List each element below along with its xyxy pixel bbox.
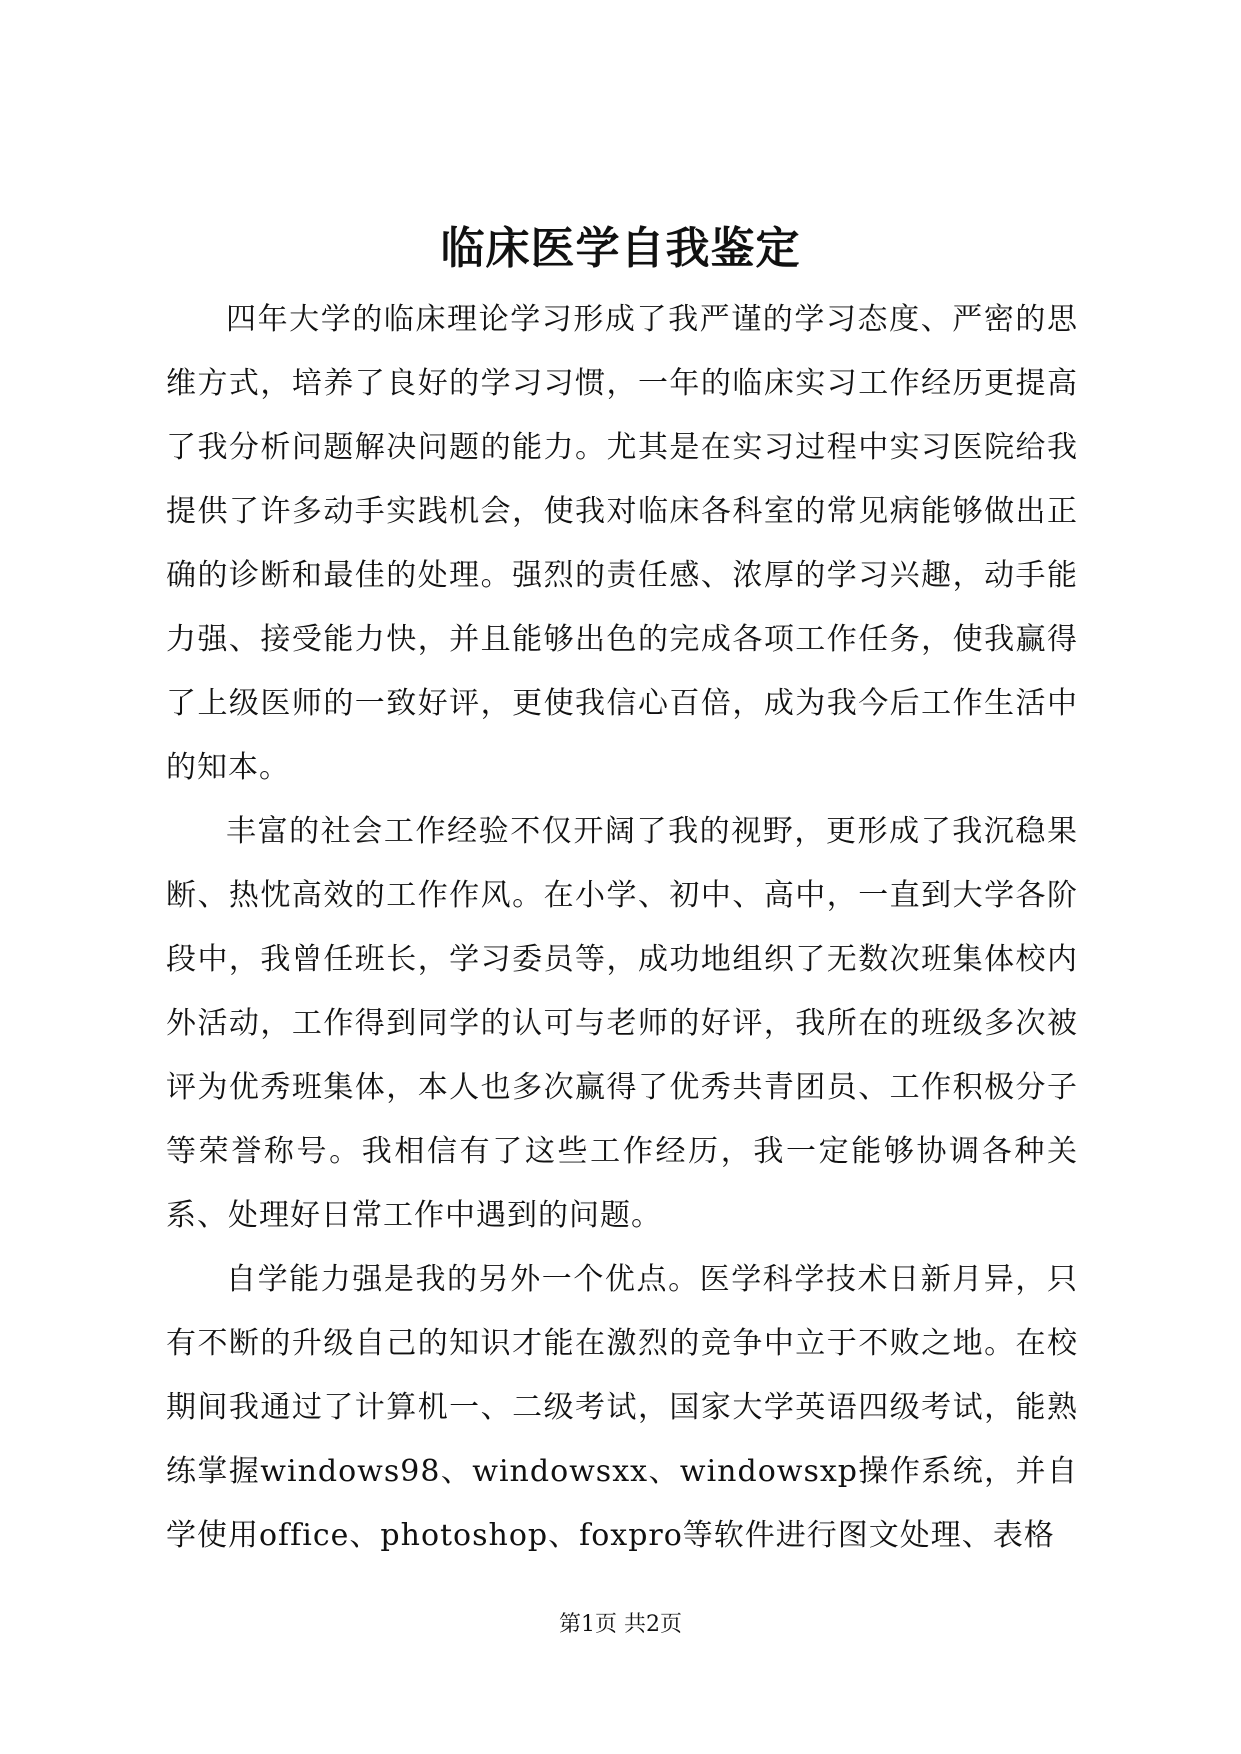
paragraph-1: 四年大学的临床理论学习形成了我严谨的学习态度、严密的思维方式，培养了良好的学习习惯，一年的临床实习工作经历更提高了我分析问题解决问题的能力。尤其是在实习过程中实习医院给我提供了许多动手实践机会，使我对临床各科室的常见病能够做出正确的诊断和最佳的处理。强烈的责任感、浓厚的学习兴趣，动手能力强、接受能力快，并且能够出色的完成各项工作任务，使我赢得了上级医师的一致好评，更使我信心百倍，成为我今后工作生活中的知本。 xyxy=(166,302,1078,785)
paragraph-2: 丰富的社会工作经验不仅开阔了我的视野，更形成了我沉稳果断、热忱高效的工作作风。在小学、初中、高中，一直到大学各阶段中，我曾任班长，学习委员等，成功地组织了无数次班集体校内外活动，工作得到同学的认可与老师的好评，我所在的班级多次被评为优秀班集体，本人也多次赢得了优秀共青团员、工作积极分子等荣誉称号。我相信有了这些工作经历，我一定能够协调各种关系、处理好日常工作中遇到的问题。 xyxy=(166,814,1078,1233)
page-footer: 第1页 共2页 xyxy=(559,1612,682,1637)
page-title: 临床医学自我鉴定 xyxy=(440,223,801,274)
paragraph-3: 自学能力强是我的另外一个优点。医学科学技术日新月异，只有不断的升级自己的知识才能在激烈的竞争中立于不败之地。在校期间我通过了计算机一、二级考试，国家大学英语四级考试，能熟练掌握windows98、windowsxx、windowsxp操作系统，并自学使用office、photoshop、foxpro等软件进行图文处理、表格 xyxy=(166,1262,1078,1553)
document-body xyxy=(166,288,1078,1568)
